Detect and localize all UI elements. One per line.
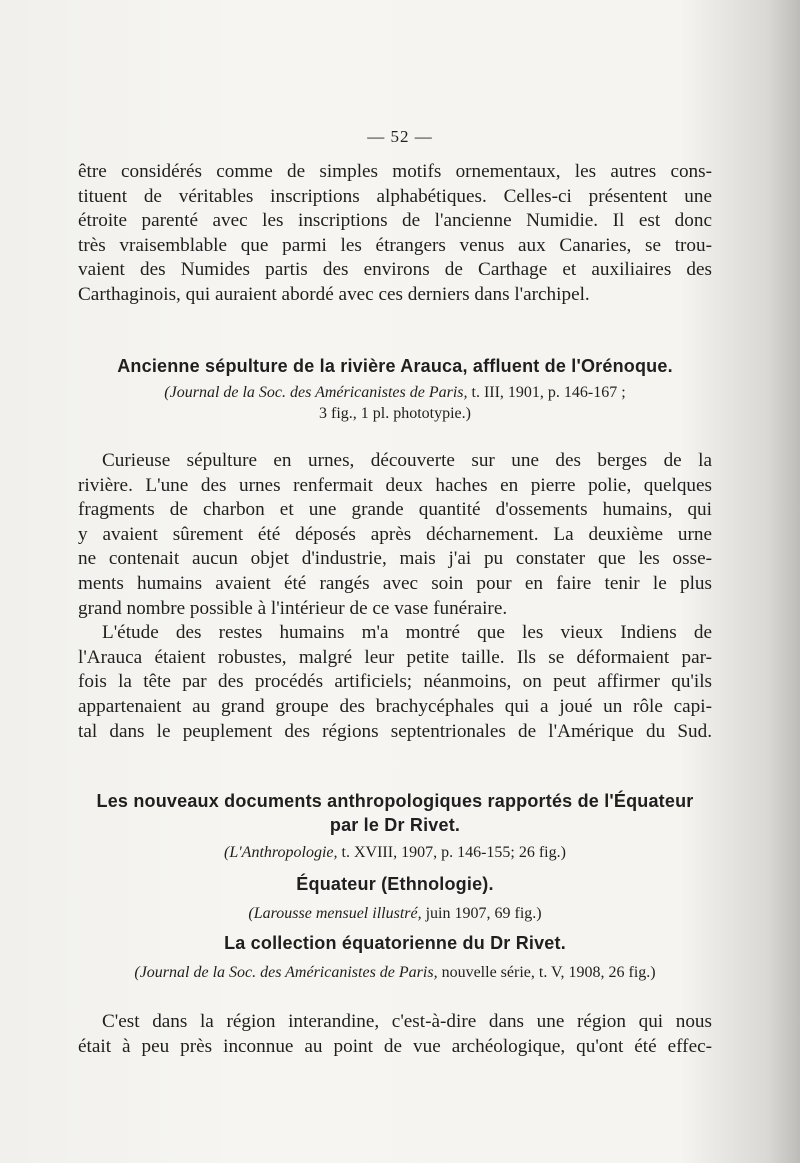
heading-line: par le Dr Rivet. xyxy=(329,815,461,835)
citation-journal: (Journal de la Soc. des Américanistes de Paris, xyxy=(164,384,468,401)
citation-arauca xyxy=(78,382,712,424)
section-heading-equateur-ethnologie: Équateur (Ethnologie). xyxy=(296,874,494,894)
text-line: fragments de charbon et une grande quantité d'ossements humains, qui xyxy=(78,499,712,521)
text-line: être considérés comme de simples motifs ornementaux, les autres cons- xyxy=(78,161,712,182)
text-line: Curieuse sépulture en urnes, découverte sur une des berges de la xyxy=(102,450,712,471)
citation-details: juin 1907, 69 fig.) xyxy=(421,905,542,922)
citation-details: t. III, 1901, p. 146-167 ; xyxy=(467,384,626,401)
citation-journal: (L'Anthropologie, xyxy=(224,844,338,861)
text-line: tal dans le peuplement des régions septentrionales de l'Amérique du Sud. xyxy=(78,720,712,742)
text-line: tituent de véritables inscriptions alphabétiques. Celles-ci présentent une xyxy=(78,185,712,207)
text-line: vaient des Numides partis des environs de Carthage et auxiliaires des xyxy=(78,259,712,281)
citation-larousse xyxy=(78,903,712,924)
text-line: fois la tête par des procédés artificiels; néanmoins, on peut affirmer qu'ils xyxy=(78,671,712,693)
heading-line: Les nouveaux documents anthropologiques rapportés de l'Équateur xyxy=(96,791,694,811)
text-line: ne contenait aucun objet d'industrie, mais j'ai pu constater que les osse- xyxy=(78,548,712,570)
text-line: très vraisemblable que parmi les étrangers venus aux Canaries, se trou- xyxy=(78,234,712,256)
section-heading-collection-rivet: La collection équatorienne du Dr Rivet. xyxy=(224,933,566,953)
section-heading-equateur-documents xyxy=(78,789,712,837)
paragraph-arauca xyxy=(78,449,712,744)
text-line: ments humains avaient été rangés avec soin pour en faire tenir le plus xyxy=(78,572,712,594)
citation-journal: (Journal de la Soc. des Américanistes de Paris, xyxy=(134,964,438,981)
text-line: L'étude des restes humains m'a montré que les vieux Indiens de xyxy=(102,622,712,644)
paragraph-interandine xyxy=(78,1010,712,1059)
citation-americanistes xyxy=(78,962,712,983)
citation-details-line2: 3 fig., 1 pl. phototypie.) xyxy=(319,405,471,422)
text-line: C'est dans la région interandine, c'est-à-dire dans une région qui nous xyxy=(102,1011,712,1032)
text-line: grand nombre possible à l'intérieur de ce vase funéraire. xyxy=(78,597,508,619)
text-line: étroite parenté avec les inscriptions de l'ancienne Numidie. Il est donc xyxy=(78,210,712,232)
citation-details: nouvelle série, t. V, 1908, 26 fig.) xyxy=(437,964,656,981)
citation-journal: (Larousse mensuel illustré, xyxy=(248,905,422,922)
citation-details: t. XVIII, 1907, p. 146-155; 26 fig.) xyxy=(337,844,566,861)
text-line: rivière. L'une des urnes renfermait deux haches en pierre polie, quelques xyxy=(78,474,712,496)
paragraph-canaries xyxy=(78,160,712,308)
text-line: y avaient sûrement été déposés après décharnement. La deuxième urne xyxy=(78,523,712,545)
text-line: appartenaient au grand groupe des brachycéphales qui a joué un rôle capi- xyxy=(78,695,712,717)
text-line: était à peu près inconnue au point de vue archéologique, qu'ont été effec- xyxy=(78,1035,712,1057)
citation-anthropologie xyxy=(78,842,712,863)
text-line: l'Arauca étaient robustes, malgré leur petite taille. Ils se déformaient par- xyxy=(78,646,712,668)
page-number: — 52 — xyxy=(367,127,433,146)
section-heading-arauca: Ancienne sépulture de la rivière Arauca, affluent de l'Orénoque. xyxy=(117,356,673,376)
text-line: Carthaginois, qui auraient abordé avec ces derniers dans l'archipel. xyxy=(78,283,590,305)
